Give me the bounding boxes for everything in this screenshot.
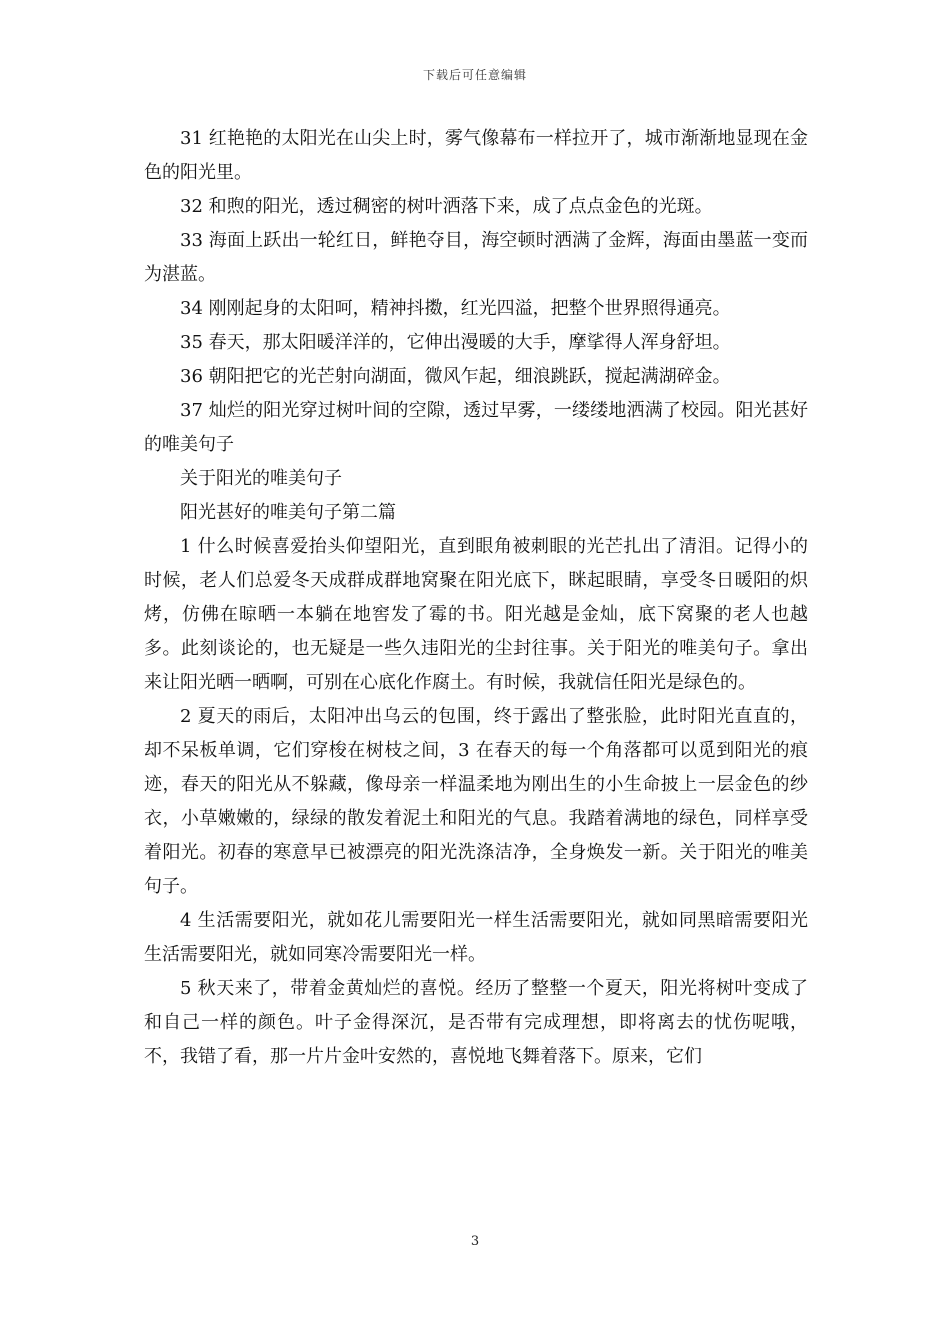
paragraph-35: 35 春天，那太阳暖洋洋的，它伸出漫暖的大手，摩挲得人浑身舒坦。	[180, 332, 731, 353]
section-title: 关于阳光的唯美句子	[180, 468, 342, 489]
paragraph-5: 5 秋天来了，带着金黄灿烂的喜悦。经历了整整一个夏天，阳光将树叶变成了和自己一样的颜色。叶子金得深沉，是否带有完成理想，即将离去的忧伤呢哦，不，我错了看，那一片片金叶安然的，喜悦地飞舞着落下。原来，它们	[144, 978, 808, 1067]
paragraph-33: 33 海面上跃出一轮红日，鲜艳夺目，海空顿时洒满了金辉，海面由墨蓝一变而为湛蓝。	[144, 230, 808, 285]
section-subtitle: 阳光甚好的唯美句子第二篇	[180, 502, 396, 523]
paragraph-36: 36 朝阳把它的光芒射向湖面，微风乍起，细浪跳跃，搅起满湖碎金。	[180, 366, 731, 387]
document-body	[144, 122, 808, 1074]
paragraph-32: 32 和煦的阳光，透过稠密的树叶洒落下来，成了点点金色的光斑。	[180, 196, 713, 217]
paragraph-31: 31 红艳艳的太阳光在山尖上时，雾气像幕布一样拉开了，城市渐渐地显现在金色的阳光里。	[144, 128, 808, 183]
paragraph-1: 1 什么时候喜爱抬头仰望阳光，直到眼角被刺眼的光芒扎出了清泪。记得小的时候，老人们总爱冬天成群成群地窝聚在阳光底下，眯起眼睛，享受冬日暖阳的炽烤，仿佛在晾晒一本躺在地窖发了霉的书。阳光越是金灿，底下窝聚的老人也越多。此刻谈论的，也无疑是一些久违阳光的尘封往事。关于阳光的唯美句子。拿出来让阳光晒一晒啊，可别在心底化作腐土。有时候，我就信任阳光是绿色的。	[144, 536, 808, 693]
page-header: 下载后可任意编辑	[422, 68, 527, 82]
paragraph-37: 37 灿烂的阳光穿过树叶间的空隙，透过早雾，一缕缕地洒满了校园。阳光甚好的唯美句子	[144, 400, 808, 455]
paragraph-4: 4 生活需要阳光，就如花儿需要阳光一样生活需要阳光，就如同黑暗需要阳光生活需要阳光，就如同寒冷需要阳光一样。	[144, 910, 808, 965]
paragraph-2: 2 夏天的雨后，太阳冲出乌云的包围，终于露出了整张脸，此时阳光直直的，却不呆板单调，它们穿梭在树枝之间，3 在春天的每一个角落都可以觅到阳光的痕迹，春天的阳光从不躲藏，像母亲一样温柔地为刚出生的小生命披上一层金色的纱衣，小草嫩嫩的，绿绿的散发着泥土和阳光的气息。我踏着满地的绿色，同样享受着阳光。初春的寒意早已被漂亮的阳光洗涤洁净，全身焕发一新。关于阳光的唯美句子。	[144, 706, 808, 897]
paragraph-34: 34 刚刚起身的太阳呵，精神抖擞，红光四溢，把整个世界照得通亮。	[180, 298, 731, 319]
page-number: 3	[470, 1234, 480, 1249]
